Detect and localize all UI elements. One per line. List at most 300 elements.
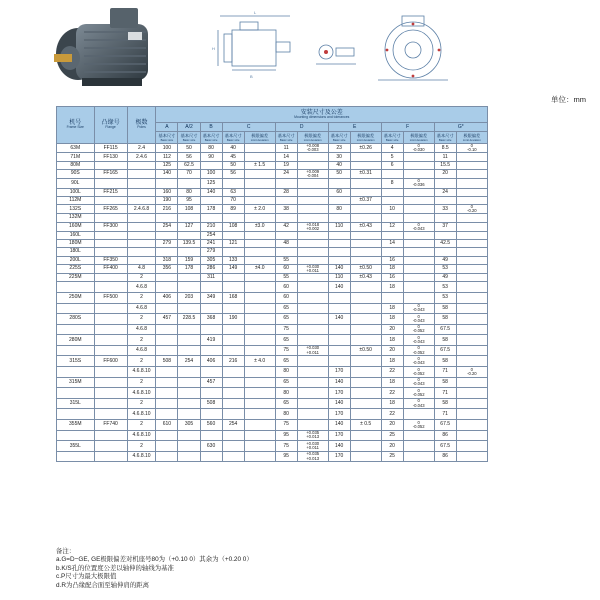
cell-el — [350, 256, 381, 264]
cell-dl — [297, 161, 328, 169]
cell-cl — [244, 292, 275, 303]
cell-frame: 100L — [57, 188, 95, 196]
cell-el — [350, 161, 381, 169]
cell-gl — [456, 240, 487, 248]
cell-d: 65 — [275, 356, 297, 367]
cell-el — [350, 324, 381, 335]
cell-el: ±0.43 — [350, 222, 381, 231]
cell-a2: 203 — [178, 292, 200, 303]
cell-el — [350, 204, 381, 213]
cell-fl — [403, 188, 434, 196]
cell-poles: 2 — [127, 377, 156, 388]
cell-cl — [244, 420, 275, 431]
note-a: a.G=D−GE, GE极限偏差对机座号80为（+0.10 0）其余为（+0.20 0） — [56, 556, 253, 564]
cell-c — [222, 231, 244, 239]
cell-el: ±0.31 — [350, 169, 381, 178]
cell-f: 14 — [381, 240, 403, 248]
col-g: G* — [434, 123, 487, 132]
cell-f: 4 — [381, 144, 403, 153]
cell-frame — [57, 282, 95, 293]
cell-flange — [94, 240, 127, 248]
cell-frame: 132M — [57, 214, 95, 222]
cell-poles — [127, 179, 156, 188]
cell-a2 — [178, 324, 200, 335]
cell-e: 170 — [328, 451, 350, 462]
cell-el — [350, 282, 381, 293]
cell-flange — [94, 441, 127, 452]
shaft-detail-drawing — [312, 34, 360, 74]
table-row — [57, 169, 488, 178]
cell-cl — [244, 231, 275, 239]
cell-cl — [244, 196, 275, 204]
cell-dl — [297, 303, 328, 314]
cell-a — [156, 324, 178, 335]
cell-fl — [403, 282, 434, 293]
cell-poles: 2.4.6.8 — [127, 204, 156, 213]
cell-a2 — [178, 451, 200, 462]
table-row — [57, 264, 488, 273]
cell-cl — [244, 398, 275, 409]
cell-f: 18 — [381, 314, 403, 325]
cell-g: 20 — [434, 169, 456, 178]
cell-fl — [403, 441, 434, 452]
cell-b — [200, 430, 222, 441]
cell-fl: 0 -0.043 — [403, 222, 434, 231]
table-row — [57, 222, 488, 231]
cell-d: 24 — [275, 169, 297, 178]
cell-f — [381, 248, 403, 256]
cell-a2 — [178, 377, 200, 388]
cell-frame: 180M — [57, 240, 95, 248]
cell-b: 630 — [200, 441, 222, 452]
cell-a: 140 — [156, 169, 178, 178]
cell-el: ±0.37 — [350, 196, 381, 204]
cell-dl: +0.018 +0.002 — [297, 222, 328, 231]
cell-a2 — [178, 303, 200, 314]
cell-d: 65 — [275, 314, 297, 325]
cell-frame: 355L — [57, 441, 95, 452]
cell-dl — [297, 282, 328, 293]
cell-g — [434, 196, 456, 204]
cell-a2 — [178, 367, 200, 378]
cell-a2: 62.5 — [178, 161, 200, 169]
cell-frame: 315M — [57, 377, 95, 388]
svg-text:L: L — [254, 10, 257, 15]
cell-dl — [297, 240, 328, 248]
cell-frame: 132S — [57, 204, 95, 213]
cell-dl — [297, 179, 328, 188]
cell-b: 368 — [200, 314, 222, 325]
table-row — [57, 274, 488, 282]
cell-g: 58 — [434, 398, 456, 409]
cell-c — [222, 451, 244, 462]
cell-g: 53 — [434, 264, 456, 273]
cell-d: 75 — [275, 324, 297, 335]
cell-dl — [297, 292, 328, 303]
cell-a — [156, 388, 178, 399]
basic-size-header: 基本尺寸 Basic size — [156, 132, 178, 144]
cell-a — [156, 231, 178, 239]
cell-flange — [94, 335, 127, 346]
cell-g — [434, 248, 456, 256]
cell-b — [200, 388, 222, 399]
cell-fl — [403, 264, 434, 273]
cell-fl: 0 -0.043 — [403, 335, 434, 346]
cell-frame: 225M — [57, 274, 95, 282]
cell-g: 86 — [434, 451, 456, 462]
cell-b: 457 — [200, 377, 222, 388]
cell-dl — [297, 231, 328, 239]
table-row — [57, 451, 488, 462]
cell-cl — [244, 188, 275, 196]
note-d: d.R为凸缘配合面至轴伸肩的距离 — [56, 581, 150, 589]
cell-b: 311 — [200, 274, 222, 282]
cell-a2 — [178, 282, 200, 293]
cell-poles: 2 — [127, 398, 156, 409]
table-row — [57, 388, 488, 399]
cell-cl: ± 4.0 — [244, 356, 275, 367]
cell-f: 22 — [381, 409, 403, 420]
cell-d: 60 — [275, 264, 297, 273]
cell-c — [222, 303, 244, 314]
cell-g: 71 — [434, 409, 456, 420]
cell-frame — [57, 367, 95, 378]
cell-cl — [244, 441, 275, 452]
cell-e: 140 — [328, 264, 350, 273]
cell-g — [434, 231, 456, 239]
cell-poles — [127, 231, 156, 239]
cell-frame: 200L — [57, 256, 95, 264]
cell-cl — [244, 430, 275, 441]
cell-e — [328, 335, 350, 346]
cell-a — [156, 377, 178, 388]
cell-a: 356 — [156, 264, 178, 273]
cell-d: 48 — [275, 240, 297, 248]
cell-fl — [403, 430, 434, 441]
cell-f: 18 — [381, 335, 403, 346]
cell-a: 100 — [156, 144, 178, 153]
cell-b: 508 — [200, 398, 222, 409]
cell-a — [156, 282, 178, 293]
cell-fl — [403, 248, 434, 256]
cell-dl: +0.030 +0.011 — [297, 264, 328, 273]
cell-cl — [244, 282, 275, 293]
cell-cl — [244, 388, 275, 399]
cell-flange — [94, 274, 127, 282]
mounting-header: 安装尺寸及公差 Mounting dimensions and tolerances — [156, 107, 488, 123]
cell-dl — [297, 214, 328, 222]
limit-deviation-header: 极限偏差 Limit deviation — [456, 132, 487, 144]
cell-el — [350, 398, 381, 409]
cell-b: 210 — [200, 222, 222, 231]
cell-a2 — [178, 231, 200, 239]
dimension-table-wrap — [56, 106, 488, 462]
cell-dl: +0.030 +0.011 — [297, 345, 328, 356]
cell-fl — [403, 256, 434, 264]
cell-c: 149 — [222, 264, 244, 273]
cell-flange — [94, 388, 127, 399]
cell-frame: 250M — [57, 292, 95, 303]
cell-g: 67.5 — [434, 420, 456, 431]
cell-e — [328, 256, 350, 264]
end-view-drawing — [368, 8, 458, 92]
cell-cl — [244, 240, 275, 248]
cell-cl — [244, 367, 275, 378]
cell-frame: 180L — [57, 248, 95, 256]
cell-e — [328, 179, 350, 188]
cell-el — [350, 335, 381, 346]
cell-a: 216 — [156, 204, 178, 213]
basic-size-header: 基本尺寸 Basic size — [434, 132, 456, 144]
cell-a — [156, 409, 178, 420]
cell-gl — [456, 264, 487, 273]
cell-fl: 0 -0.043 — [403, 314, 434, 325]
cell-gl — [456, 324, 487, 335]
cell-d: 28 — [275, 188, 297, 196]
cell-b: 140 — [200, 188, 222, 196]
cell-el — [350, 388, 381, 399]
cell-flange — [94, 282, 127, 293]
dimension-table — [56, 106, 488, 462]
cell-e: 40 — [328, 161, 350, 169]
cell-c: 168 — [222, 292, 244, 303]
cell-dl — [297, 324, 328, 335]
cell-gl — [456, 451, 487, 462]
cell-frame: 225S — [57, 264, 95, 273]
cell-fl: 0 -0.030 — [403, 144, 434, 153]
cell-poles — [127, 248, 156, 256]
cell-c — [222, 214, 244, 222]
cell-a: 318 — [156, 256, 178, 264]
cell-fl — [403, 153, 434, 161]
cell-flange: FF400 — [94, 264, 127, 273]
cell-g: 71 — [434, 367, 456, 378]
cell-el — [350, 356, 381, 367]
cell-fl — [403, 204, 434, 213]
product-drawings — [0, 0, 600, 92]
cell-fl: 0 -0.052 — [403, 345, 434, 356]
cell-g: 53 — [434, 282, 456, 293]
basic-size-header: 基本尺寸 Basic size — [275, 132, 297, 144]
cell-a2: 159 — [178, 256, 200, 264]
cell-a2 — [178, 335, 200, 346]
cell-cl — [244, 451, 275, 462]
cell-c: 216 — [222, 356, 244, 367]
cell-e: 140 — [328, 282, 350, 293]
cell-f — [381, 214, 403, 222]
cell-a2 — [178, 398, 200, 409]
cell-c: 50 — [222, 161, 244, 169]
cell-el — [350, 430, 381, 441]
cell-frame: 315S — [57, 356, 95, 367]
motor-image — [48, 2, 168, 92]
cell-cl — [244, 214, 275, 222]
cell-frame — [57, 451, 95, 462]
cell-gl — [456, 231, 487, 239]
cell-gl — [456, 314, 487, 325]
cell-flange: FF300 — [94, 222, 127, 231]
notes — [56, 548, 496, 590]
cell-fl — [403, 161, 434, 169]
cell-gl — [456, 153, 487, 161]
cell-a: 125 — [156, 161, 178, 169]
cell-a2 — [178, 214, 200, 222]
cell-f — [381, 188, 403, 196]
cell-a: 112 — [156, 153, 178, 161]
cell-e: 170 — [328, 388, 350, 399]
cell-d: 55 — [275, 274, 297, 282]
cell-frame — [57, 388, 95, 399]
cell-frame: 355M — [57, 420, 95, 431]
cell-d: 75 — [275, 420, 297, 431]
cell-g: 67.5 — [434, 324, 456, 335]
cell-a — [156, 303, 178, 314]
basic-size-header: 基本尺寸 Basic size — [381, 132, 403, 144]
cell-dl — [297, 367, 328, 378]
cell-flange: FF115 — [94, 144, 127, 153]
cell-fl — [403, 409, 434, 420]
svg-text:H: H — [212, 46, 215, 51]
cell-b: 178 — [200, 204, 222, 213]
cell-flange — [94, 196, 127, 204]
cell-d: 95 — [275, 451, 297, 462]
cell-f: 18 — [381, 282, 403, 293]
cell-flange — [94, 345, 127, 356]
cell-fl: 0 -0.036 — [403, 179, 434, 188]
cell-a2: 305 — [178, 420, 200, 431]
cell-fl — [403, 169, 434, 178]
table-row — [57, 420, 488, 431]
cell-frame: 80M — [57, 161, 95, 169]
cell-d: 65 — [275, 335, 297, 346]
cell-cl — [244, 179, 275, 188]
cell-gl — [456, 409, 487, 420]
cell-poles: 2 — [127, 441, 156, 452]
cell-poles — [127, 256, 156, 264]
cell-poles: 2 — [127, 314, 156, 325]
cell-gl — [456, 398, 487, 409]
cell-flange — [94, 324, 127, 335]
cell-b: 279 — [200, 248, 222, 256]
cell-gl — [456, 214, 487, 222]
cell-gl — [456, 335, 487, 346]
cell-fl — [403, 196, 434, 204]
cell-b: 241 — [200, 240, 222, 248]
limit-deviation-header: 极限偏差 Limit deviation — [403, 132, 434, 144]
cell-c — [222, 398, 244, 409]
cell-a: 610 — [156, 420, 178, 431]
cell-gl: 0 -0.10 — [456, 144, 487, 153]
cell-dl: +0.009 -0.004 — [297, 169, 328, 178]
cell-e: 140 — [328, 377, 350, 388]
note-b: b.K/S孔的位置度公差以轴伸的轴线为基准 — [56, 564, 174, 572]
cell-b — [200, 161, 222, 169]
basic-size-header: 基本尺寸 Basic size — [200, 132, 222, 144]
cell-a: 190 — [156, 196, 178, 204]
cell-d: 95 — [275, 430, 297, 441]
cell-g: 58 — [434, 356, 456, 367]
cell-f: 20 — [381, 345, 403, 356]
cell-el — [350, 248, 381, 256]
table-row — [57, 196, 488, 204]
cell-e: 140 — [328, 441, 350, 452]
cell-c — [222, 282, 244, 293]
cell-el: ± 0.5 — [350, 420, 381, 431]
cell-gl — [456, 430, 487, 441]
cell-e — [328, 248, 350, 256]
cell-a2 — [178, 409, 200, 420]
cell-b: 406 — [200, 356, 222, 367]
limit-deviation-header: 极限偏差 Limit deviation — [297, 132, 328, 144]
cell-a2 — [178, 388, 200, 399]
cell-f: 8 — [381, 179, 403, 188]
cell-fl — [403, 240, 434, 248]
cell-e — [328, 196, 350, 204]
cell-dl: +0.035 +0.013 — [297, 430, 328, 441]
limit-deviation-header: 极限偏差 Limit deviation — [350, 132, 381, 144]
table-row — [57, 231, 488, 239]
cell-b: 254 — [200, 231, 222, 239]
cell-cl — [244, 345, 275, 356]
side-view-drawing — [210, 8, 300, 92]
cell-e — [328, 292, 350, 303]
cell-b — [200, 196, 222, 204]
cell-dl — [297, 420, 328, 431]
cell-g: 37 — [434, 222, 456, 231]
cell-el: ±0.50 — [350, 264, 381, 273]
cell-c: 133 — [222, 256, 244, 264]
cell-b — [200, 303, 222, 314]
cell-a — [156, 335, 178, 346]
cell-d: 65 — [275, 377, 297, 388]
cell-fl: 0 -0.043 — [403, 398, 434, 409]
cell-a2: 127 — [178, 222, 200, 231]
cell-gl — [456, 441, 487, 452]
cell-gl — [456, 196, 487, 204]
cell-b: 80 — [200, 144, 222, 153]
cell-cl — [244, 256, 275, 264]
cell-a2: 50 — [178, 144, 200, 153]
cell-a2: 254 — [178, 356, 200, 367]
cell-f: 5 — [381, 153, 403, 161]
cell-flange: FF165 — [94, 169, 127, 178]
cell-d: 55 — [275, 256, 297, 264]
cell-frame: 90S — [57, 169, 95, 178]
cell-d — [275, 248, 297, 256]
cell-flange — [94, 409, 127, 420]
cell-poles: 4.6.8 — [127, 282, 156, 293]
table-row — [57, 314, 488, 325]
cell-el — [350, 188, 381, 196]
cell-dl — [297, 314, 328, 325]
cell-poles: 4.6.8 — [127, 345, 156, 356]
cell-e: 140 — [328, 314, 350, 325]
cell-b — [200, 345, 222, 356]
cell-d — [275, 214, 297, 222]
cell-a2: 139.5 — [178, 240, 200, 248]
cell-fl — [403, 451, 434, 462]
table-row — [57, 398, 488, 409]
cell-gl — [456, 169, 487, 178]
cell-dl — [297, 409, 328, 420]
cell-f — [381, 231, 403, 239]
cell-fl — [403, 214, 434, 222]
table-row — [57, 144, 488, 153]
cell-f: 6 — [381, 161, 403, 169]
cell-dl — [297, 335, 328, 346]
cell-el: ±0.26 — [350, 144, 381, 153]
cell-el — [350, 303, 381, 314]
